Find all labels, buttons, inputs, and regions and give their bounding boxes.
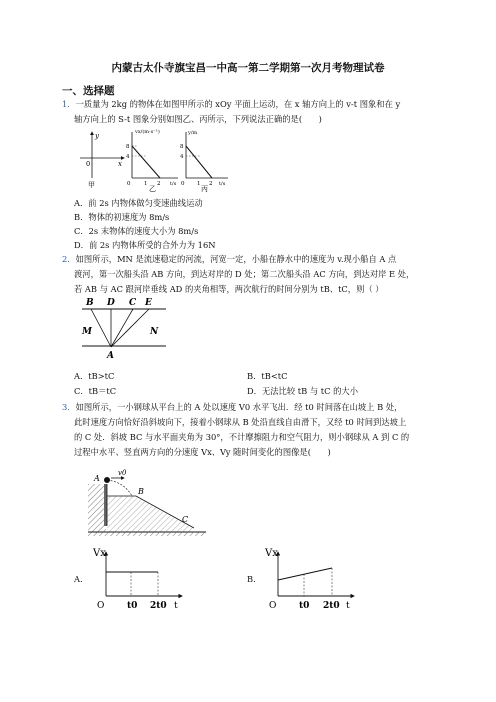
axis-label-y: y <box>95 132 99 140</box>
tick-label-t0: t0 <box>299 601 310 611</box>
page-title: 内蒙古太仆寺旗宝昌一中高一第二学期第一次月考物理试卷 <box>111 62 385 74</box>
q3-option-a-graph <box>90 544 190 614</box>
q3-line-2: 此时速度方向恰好沿斜坡向下，接着小钢球从 B 处沿直线自由滑下，又经 t0 时间到达坡上 <box>74 417 407 427</box>
point-label-a: A <box>94 474 100 483</box>
q3-number: 3． <box>62 402 76 412</box>
q2-line-2: 渡河，第一次船头沿 AB 方向，到达对岸的 D 处；第二次船头沿 AC 方向，到达对岸 E 处， <box>74 269 415 279</box>
tick-label-2: 2 <box>157 181 161 187</box>
q1-option-b: B．物体的初速度为 8m/s <box>74 212 170 222</box>
point-label-b: B <box>138 487 144 496</box>
figure-caption: 甲 <box>88 181 95 189</box>
origin-label: 0 <box>127 181 131 187</box>
point-label-c: C <box>129 298 137 308</box>
axis-label-x: t/s <box>219 181 226 187</box>
bank-label-m: M <box>82 327 92 337</box>
origin-label: O <box>269 601 277 611</box>
tick-label-4: 4 <box>180 154 184 160</box>
q1-option-d: D．前 2s 内物体所受的合外力为 16N <box>74 240 216 250</box>
origin-label: 0 <box>181 181 185 187</box>
axis-label-vx: Vx <box>93 548 106 559</box>
q3-option-b-label: B. <box>247 574 256 584</box>
q1-option-a: A．前 2s 内物体做匀变速曲线运动 <box>74 198 203 208</box>
q1-figure-bing <box>176 126 234 192</box>
tick-label-1: 1 <box>144 181 148 187</box>
tick-label-8: 8 <box>180 144 184 150</box>
tick-label-2: 2 <box>209 181 213 187</box>
tick-label-t0: t0 <box>127 601 138 611</box>
q2-line-1: 2．如图所示，MN 是流速稳定的河流，河宽一定，小船在静水中的速度为 v.现小船自 A 点 <box>62 254 397 264</box>
q2-option-a: A．tB>tC <box>74 371 115 381</box>
point-label-c: C <box>182 515 189 524</box>
q2-option-d: D．无法比较 tB 与 tC 的大小 <box>247 386 358 396</box>
q3-line-3: 的 C 处．斜坡 BC 与水平面夹角为 30°，不计摩擦阻力和空气阻力，则小钢球从 A 到 C 的 <box>74 432 410 442</box>
section-heading: 一、选择题 <box>62 85 115 97</box>
point-label-a: A <box>107 351 114 360</box>
tick-label-4: 4 <box>126 154 130 160</box>
axis-label-t: t <box>174 601 178 611</box>
q1-line-1: 1．一质量为 2kg 的物体在如图甲所示的 xOy 平面上运动，在 x 轴方向上的 v-t 图象和在 y <box>62 99 401 109</box>
tick-label-2t0: 2t0 <box>323 601 340 611</box>
q2-line-3: 若 AB 与 AC 跟河岸垂线 AD 的夹角相等，两次航行的时间分别为 tB、tC，则（ ） <box>74 284 384 294</box>
q3-option-b-graph <box>260 544 360 614</box>
q3-option-a-label: A. <box>74 574 83 584</box>
point-label-e: E <box>145 298 152 308</box>
tick-label-8: 8 <box>126 144 130 150</box>
q1-figure-yi <box>122 126 184 192</box>
axis-label-y: y/m <box>188 130 198 136</box>
q1-figure-jia <box>78 128 128 190</box>
axis-label-vx: Vx <box>265 548 278 559</box>
figure-caption: 乙 <box>149 185 156 192</box>
q2-option-b: B．tB<tC <box>247 371 288 381</box>
q2-option-c: C．tB＝tC <box>74 386 117 396</box>
axis-label-y: vx/(m·s⁻¹) <box>135 129 160 135</box>
point-label-d: D <box>107 298 115 308</box>
q2-river-figure <box>78 296 170 360</box>
point-label-b: B <box>86 298 94 308</box>
q1-option-c: C．2s 末物体的速度大小为 8m/s <box>74 226 199 236</box>
tick-label-1: 1 <box>197 181 201 187</box>
origin-label: O <box>97 601 105 611</box>
velocity-label: v0 <box>118 469 127 477</box>
tick-label-2t0: 2t0 <box>150 601 167 611</box>
axis-label-x: x <box>118 160 122 168</box>
axis-label-x: t/s <box>170 181 177 187</box>
q3-line-4: 过程中水平、竖直两方向的分速度 Vx、Vy 随时间变化的图像是( ) <box>74 447 331 457</box>
axis-label-t: t <box>346 601 350 611</box>
q2-number: 2． <box>62 254 76 264</box>
q3-slope-figure <box>84 466 212 538</box>
q1-number: 1． <box>62 99 76 109</box>
bank-label-n: N <box>150 327 159 337</box>
origin-label: 0 <box>86 160 91 168</box>
q3-line-1: 3．如图所示，一小钢球从平台上的 A 处以速度 V0 水平飞出．经 t0 时间落在山坡上 B 处， <box>62 402 403 412</box>
q1-line-2: 轴方向上的 S-t 图象分别如图乙、丙所示，下列说法正确的是( ) <box>74 114 322 124</box>
figure-caption: 丙 <box>201 185 208 192</box>
